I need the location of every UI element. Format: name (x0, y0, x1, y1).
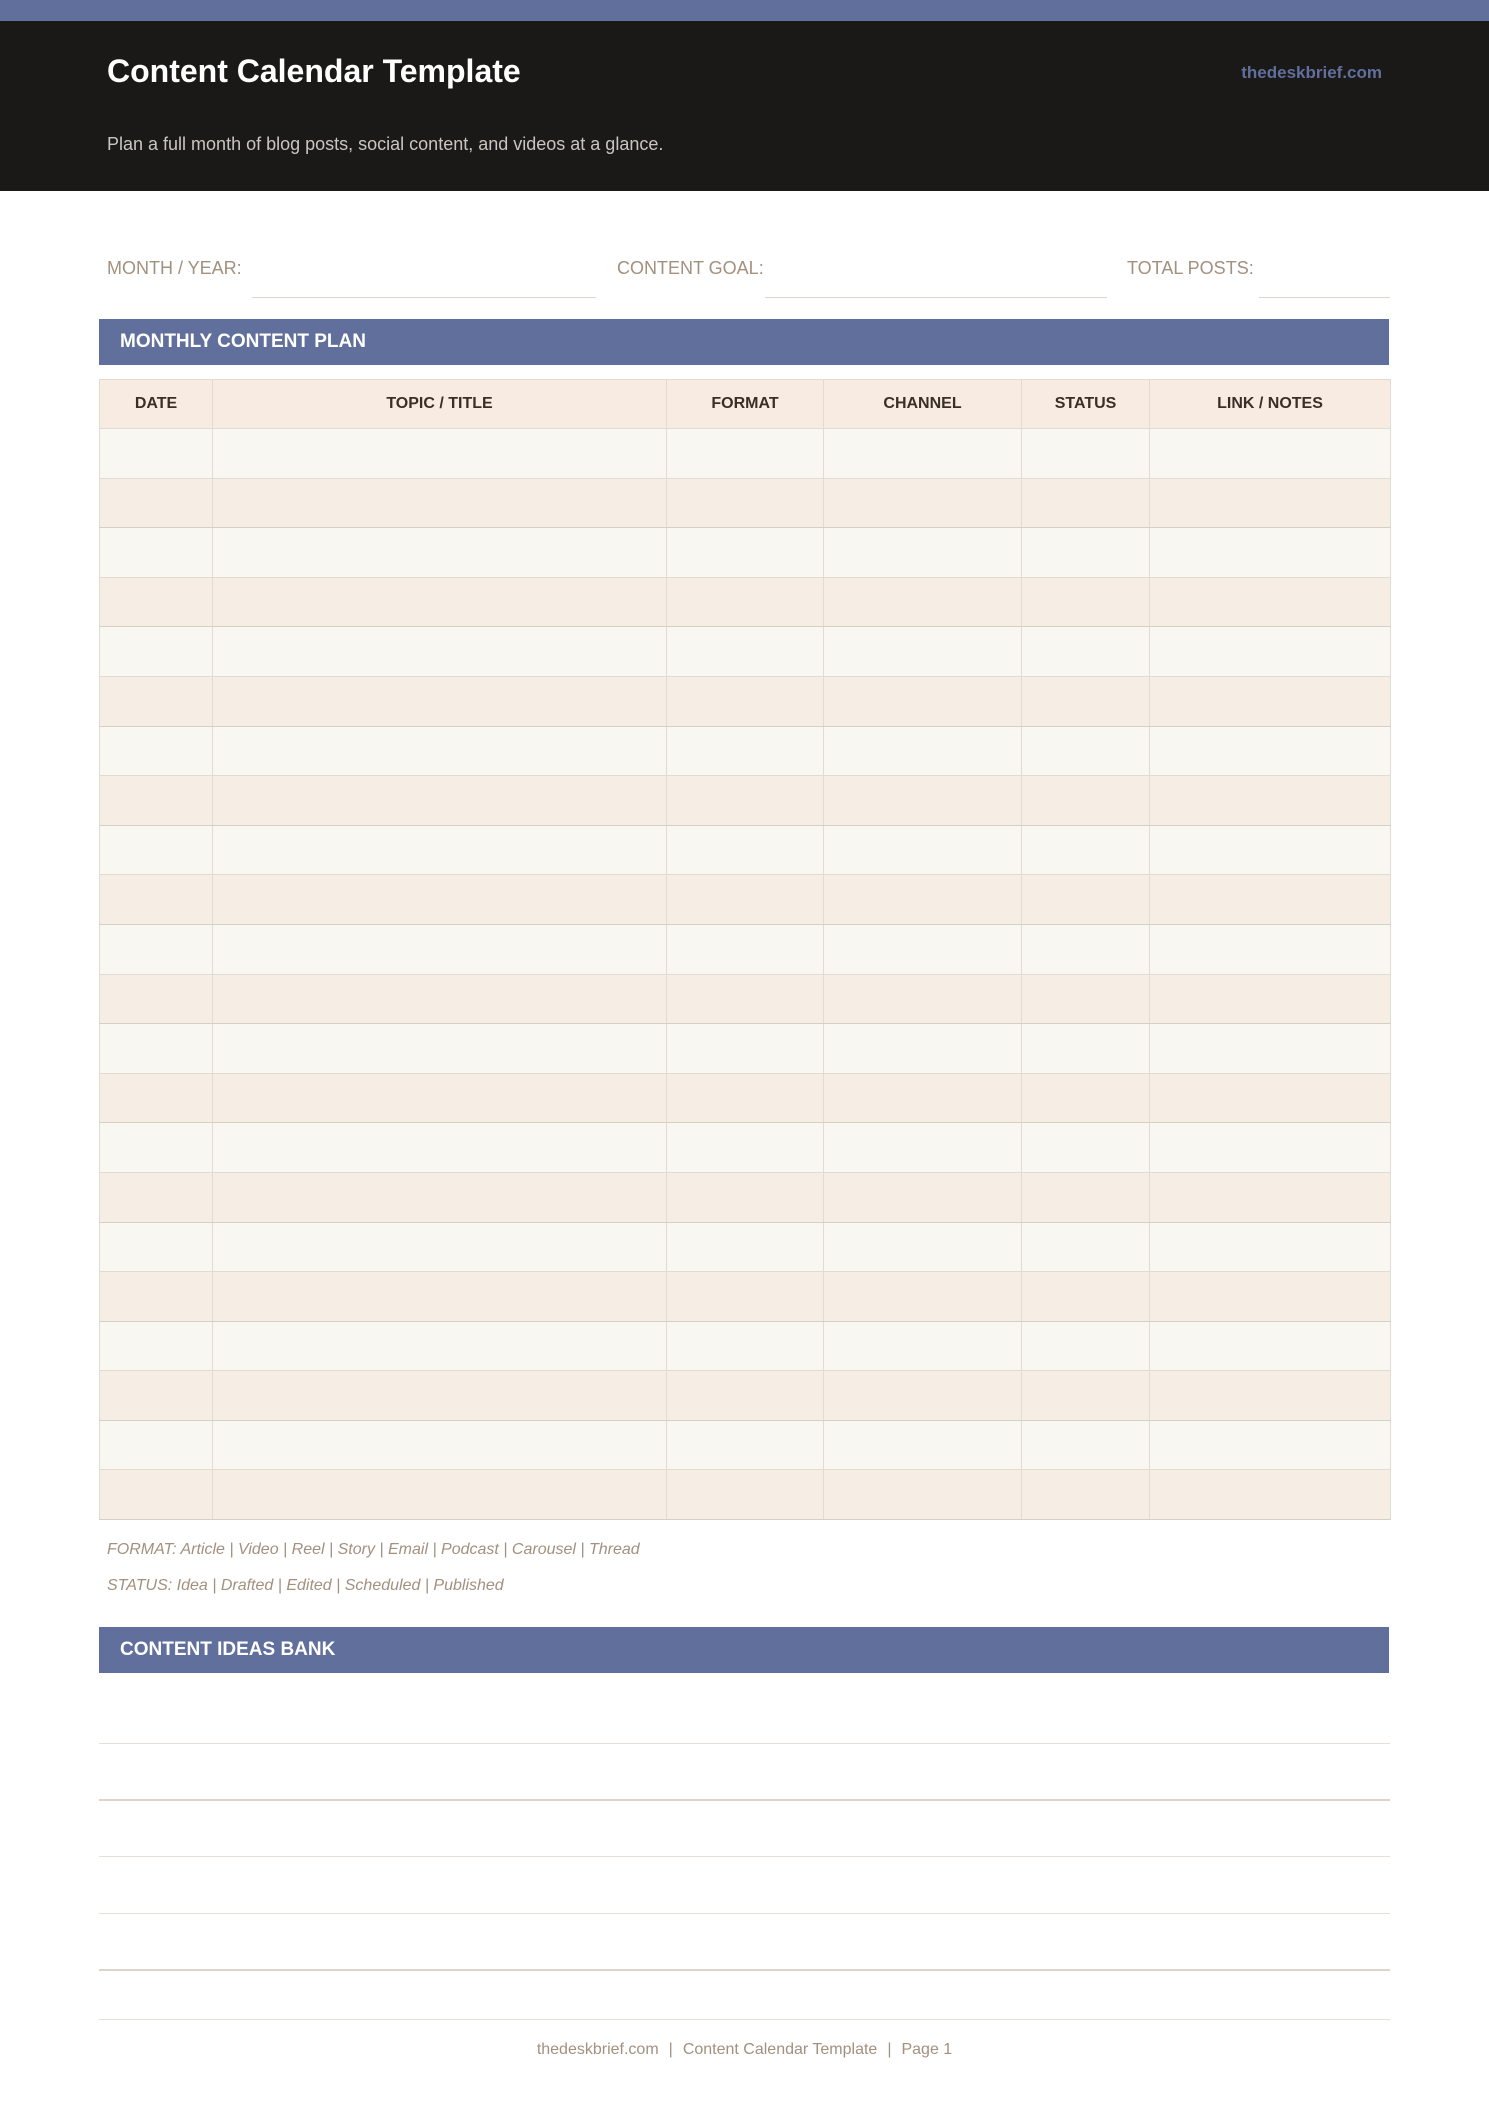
table-cell[interactable] (1022, 1321, 1150, 1371)
table-cell[interactable] (1150, 1073, 1391, 1123)
table-row (100, 974, 1391, 1024)
table-cell[interactable] (100, 1272, 213, 1322)
table-cell[interactable] (213, 1470, 667, 1520)
idea-line[interactable] (99, 1743, 1390, 1744)
table-cell[interactable] (667, 825, 824, 875)
table-cell[interactable] (667, 1172, 824, 1222)
table-cell[interactable] (1022, 726, 1150, 776)
table-cell[interactable] (213, 528, 667, 578)
table-row (100, 1371, 1391, 1421)
footer-site: thedeskbrief.com (536, 2041, 659, 2058)
table-cell[interactable] (100, 1123, 213, 1173)
table-cell[interactable] (1150, 875, 1391, 925)
table-cell[interactable] (100, 478, 213, 528)
table-cell[interactable] (1150, 825, 1391, 875)
table-cell[interactable] (213, 429, 667, 479)
table-cell[interactable] (100, 1073, 213, 1123)
column-header-format: FORMAT (667, 380, 824, 429)
table-cell[interactable] (824, 726, 1022, 776)
table-cell[interactable] (100, 875, 213, 925)
table-row (100, 676, 1391, 726)
ideas-section-title: CONTENT IDEAS BANK (120, 1639, 336, 1660)
column-header-notes: LINK / NOTES (1150, 380, 1391, 429)
table-cell[interactable] (1022, 1371, 1150, 1421)
monthly-plan-section-title: MONTHLY CONTENT PLAN (120, 331, 366, 352)
table-cell[interactable] (1150, 1123, 1391, 1173)
table-row (100, 577, 1391, 627)
table-cell[interactable] (667, 676, 824, 726)
table-cell[interactable] (1150, 776, 1391, 826)
footer-doc: Content Calendar Template (682, 2041, 878, 2058)
idea-line[interactable] (99, 1969, 1390, 1971)
table-cell[interactable] (1150, 924, 1391, 974)
idea-line[interactable] (99, 1856, 1390, 1857)
table-cell[interactable] (667, 726, 824, 776)
table-row (100, 1123, 1391, 1173)
table-cell[interactable] (1022, 1222, 1150, 1272)
table-cell[interactable] (213, 1222, 667, 1272)
table-cell[interactable] (667, 577, 824, 627)
table-cell[interactable] (1150, 627, 1391, 677)
table-cell[interactable] (824, 1371, 1022, 1421)
table-cell[interactable] (1022, 1172, 1150, 1222)
table-cell[interactable] (213, 478, 667, 528)
table-cell[interactable] (100, 924, 213, 974)
table-cell[interactable] (213, 676, 667, 726)
table-cell[interactable] (1022, 429, 1150, 479)
content-goal-label: CONTENT GOAL: (617, 258, 764, 278)
status-legend: STATUS: Idea | Drafted | Edited | Scheduled | Published (107, 1577, 504, 1594)
table-cell[interactable] (1150, 1222, 1391, 1272)
table-cell[interactable] (1150, 676, 1391, 726)
table-cell[interactable] (100, 1172, 213, 1222)
table-cell[interactable] (667, 1222, 824, 1272)
table-cell[interactable] (1022, 1272, 1150, 1322)
table-cell[interactable] (667, 429, 824, 479)
format-legend: FORMAT: Article | Video | Reel | Story | Email | Podcast | Carousel | Thread (107, 1541, 640, 1558)
table-cell[interactable] (824, 1470, 1022, 1520)
table-cell[interactable] (667, 1073, 824, 1123)
table-cell[interactable] (1150, 1321, 1391, 1371)
table-cell[interactable] (1022, 528, 1150, 578)
total-posts-label: TOTAL POSTS: (1127, 258, 1254, 278)
table-cell[interactable] (1022, 776, 1150, 826)
table-row (100, 429, 1391, 479)
table-cell[interactable] (1022, 875, 1150, 925)
table-cell[interactable] (824, 676, 1022, 726)
table-cell[interactable] (824, 429, 1022, 479)
table-cell[interactable] (100, 1420, 213, 1470)
table-cell[interactable] (1022, 676, 1150, 726)
table-cell[interactable] (1150, 974, 1391, 1024)
table-cell[interactable] (100, 577, 213, 627)
table-cell[interactable] (100, 726, 213, 776)
top-accent-bar (0, 0, 1489, 21)
table-row (100, 1222, 1391, 1272)
table-cell[interactable] (213, 1172, 667, 1222)
table-cell[interactable] (667, 875, 824, 925)
table-cell[interactable] (824, 974, 1022, 1024)
table-row (100, 1321, 1391, 1371)
table-cell[interactable] (1150, 1371, 1391, 1421)
table-row (100, 1172, 1391, 1222)
table-cell[interactable] (1150, 1470, 1391, 1520)
table-cell[interactable] (667, 478, 824, 528)
table-cell[interactable] (1022, 974, 1150, 1024)
table-body (100, 429, 1391, 1520)
column-header-date: DATE (100, 380, 213, 429)
table-cell[interactable] (824, 577, 1022, 627)
table-cell[interactable] (213, 1272, 667, 1322)
table-cell[interactable] (824, 875, 1022, 925)
table-cell[interactable] (824, 1024, 1022, 1074)
site-name: thedeskbrief.com (1241, 63, 1382, 82)
table-cell[interactable] (667, 1024, 824, 1074)
page-title: Content Calendar Template (107, 53, 521, 89)
table-cell[interactable] (667, 1272, 824, 1322)
ideas-section-header (99, 1627, 1389, 1673)
table-cell[interactable] (100, 1321, 213, 1371)
table-cell[interactable] (213, 577, 667, 627)
table-cell[interactable] (824, 1321, 1022, 1371)
table-cell[interactable] (100, 627, 213, 677)
table-cell[interactable] (213, 1321, 667, 1371)
table-cell[interactable] (213, 1371, 667, 1421)
page-footer (0, 2041, 1489, 2059)
table-row (100, 1420, 1391, 1470)
column-header-topic: TOPIC / TITLE (213, 380, 667, 429)
table-row (100, 627, 1391, 677)
month-year-label: MONTH / YEAR: (107, 258, 242, 278)
table-cell[interactable] (824, 1172, 1022, 1222)
table-cell[interactable] (667, 528, 824, 578)
footer-separator: | (887, 2041, 892, 2058)
table-cell[interactable] (100, 1222, 213, 1272)
table-cell[interactable] (1022, 1123, 1150, 1173)
footer-separator: | (668, 2041, 673, 2058)
idea-line[interactable] (99, 1913, 1390, 1914)
table-cell[interactable] (1022, 478, 1150, 528)
idea-line[interactable] (99, 2019, 1390, 2020)
table-cell[interactable] (667, 1371, 824, 1421)
table-cell[interactable] (824, 924, 1022, 974)
table-cell[interactable] (667, 1420, 824, 1470)
table-cell[interactable] (1022, 825, 1150, 875)
table-cell[interactable] (1150, 528, 1391, 578)
monthly-plan-section-header (99, 319, 1389, 365)
table-cell[interactable] (213, 924, 667, 974)
table-cell[interactable] (213, 1420, 667, 1470)
table-cell[interactable] (213, 1073, 667, 1123)
table-cell[interactable] (1022, 627, 1150, 677)
table-cell[interactable] (1150, 577, 1391, 627)
table-cell[interactable] (213, 1024, 667, 1074)
table-cell[interactable] (100, 825, 213, 875)
table-cell[interactable] (824, 478, 1022, 528)
table-cell[interactable] (1150, 478, 1391, 528)
table-row (100, 1024, 1391, 1074)
table-cell[interactable] (824, 1420, 1022, 1470)
footer-page: Page 1 (901, 2041, 953, 2058)
column-header-channel: CHANNEL (824, 380, 1022, 429)
page-header (0, 21, 1489, 191)
table-cell[interactable] (213, 875, 667, 925)
table-row (100, 776, 1391, 826)
table-row (100, 726, 1391, 776)
table-cell[interactable] (100, 776, 213, 826)
table-row (100, 825, 1391, 875)
table-cell[interactable] (667, 1123, 824, 1173)
table-cell[interactable] (1150, 1024, 1391, 1074)
table-cell[interactable] (1022, 1420, 1150, 1470)
table-cell[interactable] (1150, 429, 1391, 479)
table-cell[interactable] (824, 627, 1022, 677)
idea-line[interactable] (99, 1799, 1390, 1801)
column-header-status: STATUS (1022, 380, 1150, 429)
table-cell[interactable] (1022, 924, 1150, 974)
table-cell[interactable] (213, 1123, 667, 1173)
table-cell[interactable] (213, 726, 667, 776)
table-row (100, 1073, 1391, 1123)
table-cell[interactable] (824, 1222, 1022, 1272)
month-year-field[interactable] (252, 297, 596, 298)
table-cell[interactable] (100, 1470, 213, 1520)
table-cell[interactable] (1022, 1024, 1150, 1074)
table-cell[interactable] (100, 974, 213, 1024)
table-cell[interactable] (824, 1073, 1022, 1123)
table-cell[interactable] (1022, 1470, 1150, 1520)
content-goal-field[interactable] (765, 297, 1107, 298)
table-cell[interactable] (667, 627, 824, 677)
table-cell[interactable] (667, 776, 824, 826)
table-cell[interactable] (213, 627, 667, 677)
total-posts-field[interactable] (1259, 297, 1390, 298)
table-cell[interactable] (824, 825, 1022, 875)
table-cell[interactable] (1022, 1073, 1150, 1123)
table-cell[interactable] (1022, 577, 1150, 627)
content-plan-table (99, 379, 1391, 1520)
table-cell[interactable] (213, 825, 667, 875)
table-cell[interactable] (667, 924, 824, 974)
table-cell[interactable] (667, 1321, 824, 1371)
table-cell[interactable] (667, 974, 824, 1024)
table-row (100, 1470, 1391, 1520)
table-cell[interactable] (1150, 1272, 1391, 1322)
table-cell[interactable] (1150, 1172, 1391, 1222)
table-cell[interactable] (824, 776, 1022, 826)
table-cell[interactable] (1150, 726, 1391, 776)
table-cell[interactable] (100, 1371, 213, 1421)
table-row (100, 1272, 1391, 1322)
page-subtitle: Plan a full month of blog posts, social content, and videos at a glance. (107, 134, 664, 154)
table-row (100, 875, 1391, 925)
table-row (100, 478, 1391, 528)
table-cell[interactable] (824, 528, 1022, 578)
table-cell[interactable] (100, 1024, 213, 1074)
table-header-row (100, 380, 1391, 429)
table-cell[interactable] (100, 528, 213, 578)
table-row (100, 924, 1391, 974)
table-cell[interactable] (213, 974, 667, 1024)
table-cell[interactable] (824, 1272, 1022, 1322)
table-cell[interactable] (667, 1470, 824, 1520)
table-cell[interactable] (824, 1123, 1022, 1173)
table-cell[interactable] (213, 776, 667, 826)
table-cell[interactable] (100, 429, 213, 479)
table-cell[interactable] (100, 676, 213, 726)
table-row (100, 528, 1391, 578)
table-cell[interactable] (1150, 1420, 1391, 1470)
